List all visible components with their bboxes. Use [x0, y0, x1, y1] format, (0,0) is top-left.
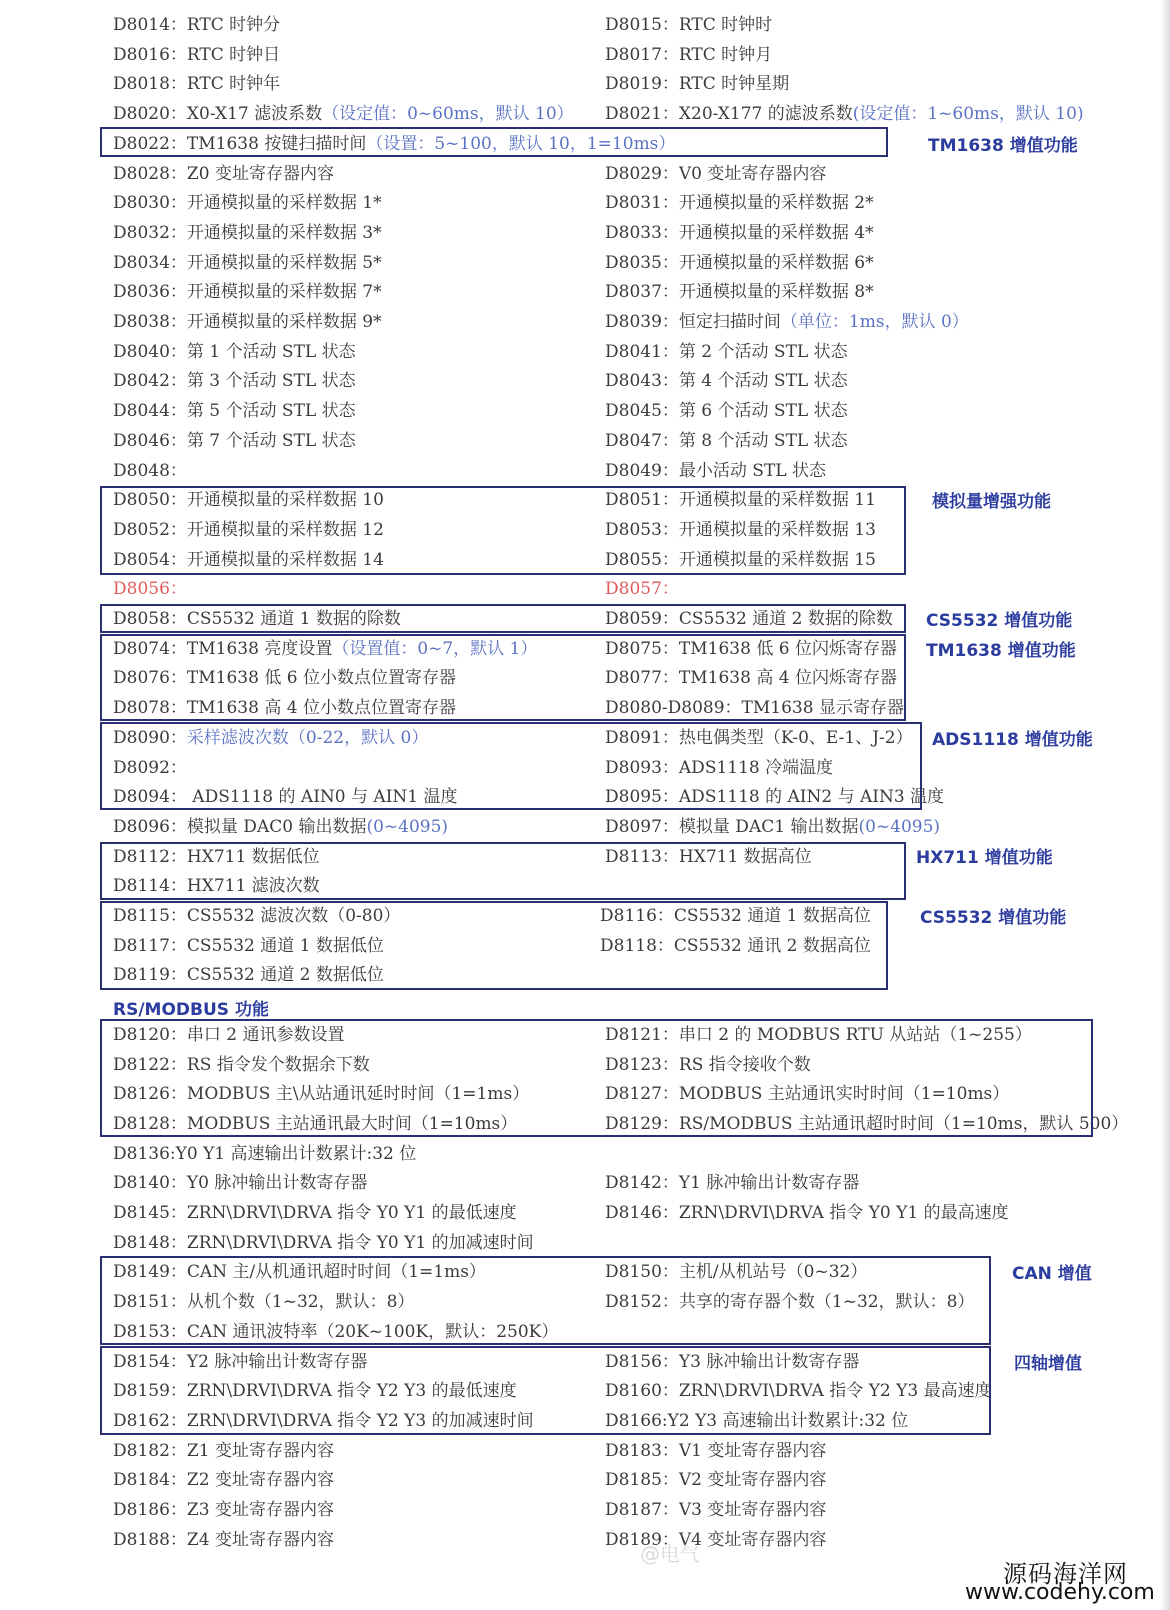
- register-address: D8162：: [113, 1411, 187, 1431]
- tag-tm1638-key: TM1638 增值功能: [928, 136, 1078, 156]
- register-address: D8183：: [605, 1441, 679, 1461]
- register-left-cell: [113, 69, 591, 99]
- register-address: D8117：: [113, 936, 187, 956]
- modbus-box: [100, 1019, 1093, 1137]
- register-address: D8076：: [113, 668, 187, 688]
- register-address: D8018：: [113, 74, 187, 94]
- register-address: D8036：: [113, 282, 187, 302]
- register-row: [0, 1436, 1170, 1466]
- register-description: 开通模拟量的采样数据 4*: [678, 223, 874, 243]
- register-address: D8115：: [113, 906, 187, 926]
- register-right-cell: [605, 248, 1125, 278]
- register-address: D8119：: [113, 965, 187, 985]
- register-description: ADS1118 的 AIN2 与 AIN3 温度: [678, 787, 945, 807]
- register-left-cell: [113, 159, 591, 189]
- register-address: D8121：: [605, 1025, 679, 1045]
- register-left-cell: [113, 188, 591, 218]
- register-address: D8123：: [605, 1055, 679, 1075]
- register-description: 模拟量 DAC1 输出数据: [678, 817, 859, 837]
- register-description: Y3 脉冲输出计数寄存器: [678, 1352, 860, 1372]
- register-description: 第 4 个活动 STL 状态: [678, 371, 848, 391]
- register-description: 第 7 个活动 STL 状态: [186, 431, 356, 451]
- register-address: D8129：: [605, 1114, 679, 1134]
- register-address: D8043：: [605, 371, 679, 391]
- register-description: CS5532 通道 1 数据低位: [186, 936, 384, 956]
- register-address: D8166:: [605, 1411, 668, 1431]
- register-left-cell: [113, 812, 591, 842]
- register-address: D8015：: [605, 15, 679, 35]
- register-address: D8189：: [605, 1530, 679, 1550]
- register-description: 开通模拟量的采样数据 14: [186, 550, 384, 570]
- register-note: （设置值：0~7，默认 1）: [332, 639, 538, 659]
- register-description: TM1638 高 4 位闪烁寄存器: [678, 668, 897, 688]
- register-description: ZRN\DRVI\DRVA 指令 Y0 Y1 的最高速度: [678, 1203, 1009, 1223]
- register-address: D8094：: [113, 787, 187, 807]
- register-address: D8019：: [605, 74, 679, 94]
- ads1118-box: [100, 722, 922, 810]
- register-right-cell: [605, 456, 1125, 486]
- register-right-cell: [605, 1436, 1125, 1466]
- register-description: CAN 通讯波特率（20K~100K，默认：250K）: [186, 1322, 559, 1342]
- register-row: [0, 307, 1170, 337]
- register-address: D8153：: [113, 1322, 187, 1342]
- register-row: [0, 456, 1170, 486]
- tag-ads1118: ADS1118 增值功能: [932, 730, 1093, 750]
- register-address: D8188：: [113, 1530, 187, 1550]
- register-address: D8187：: [605, 1500, 679, 1520]
- register-description: RS/MODBUS 主站通讯超时时间（1=10ms，默认 500）: [678, 1114, 1129, 1134]
- register-description: ZRN\DRVI\DRVA 指令 Y2 Y3 最高速度: [678, 1381, 992, 1401]
- register-address: D8075：: [605, 639, 679, 659]
- register-row: [0, 812, 1170, 842]
- register-left-cell: [113, 248, 591, 278]
- register-address: D8127：: [605, 1084, 679, 1104]
- register-address: D8095：: [605, 787, 679, 807]
- register-description: 第 5 个活动 STL 状态: [186, 401, 356, 421]
- register-address: D8037：: [605, 282, 679, 302]
- register-description: 串口 2 的 MODBUS RTU 从站站（1~255）: [678, 1025, 1032, 1045]
- register-description: CS5532 通道 1 数据的除数: [186, 609, 401, 629]
- register-description: TM1638 显示寄存器: [741, 698, 904, 718]
- register-description: RTC 时钟分: [186, 15, 281, 35]
- register-address: D8074：: [113, 639, 187, 659]
- register-right-cell: [605, 1198, 1125, 1228]
- register-description: RS 指令发个数据余下数: [186, 1055, 370, 1075]
- register-description: Y2 脉冲输出计数寄存器: [186, 1352, 368, 1372]
- tag-cs5532-filter: CS5532 增值功能: [920, 908, 1067, 928]
- four-axis-box: [100, 1346, 991, 1435]
- register-description: 开通模拟量的采样数据 2*: [678, 193, 874, 213]
- section-heading: RS/MODBUS 功能: [113, 1000, 269, 1020]
- register-address: D8050：: [113, 490, 187, 510]
- register-address: D8149：: [113, 1262, 187, 1282]
- register-address: D8051：: [605, 490, 679, 510]
- register-address: D8033：: [605, 223, 679, 243]
- register-address: D8022：: [113, 134, 187, 154]
- register-address: D8090：: [113, 728, 187, 748]
- watermark-site-url: www.codehy.com: [965, 1580, 1155, 1605]
- register-description: TM1638 高 4 位小数点位置寄存器: [186, 698, 456, 718]
- hx711-box: [100, 842, 906, 900]
- register-row: [0, 1168, 1170, 1198]
- register-address: D8146：: [605, 1203, 679, 1223]
- register-address: D8014：: [113, 15, 187, 35]
- register-description: 开通模拟量的采样数据 13: [678, 520, 876, 540]
- register-address: D8044：: [113, 401, 187, 421]
- register-description: MODBUS 主站通讯最大时间（1=10ms）: [186, 1114, 518, 1134]
- register-address: D8184：: [113, 1470, 187, 1490]
- register-address: D8097：: [605, 817, 679, 837]
- tag-can: CAN 增值: [1012, 1264, 1092, 1284]
- register-address: D8045：: [605, 401, 679, 421]
- register-address: D8038：: [113, 312, 187, 332]
- register-row: [0, 277, 1170, 307]
- register-address: D8151：: [113, 1292, 187, 1312]
- register-description: Z0 变址寄存器内容: [186, 164, 334, 184]
- register-row: [0, 159, 1170, 189]
- register-row: [0, 69, 1170, 99]
- register-description: 恒定扫描时间: [678, 312, 781, 332]
- register-description: X0-X17 滤波系数: [186, 104, 323, 124]
- register-right-cell: [605, 1168, 1125, 1198]
- tag-analog-enhance: 模拟量增强功能: [932, 492, 1051, 512]
- register-right-cell: [605, 1465, 1125, 1495]
- register-row: [0, 1228, 1170, 1258]
- register-address: D8057：: [605, 579, 679, 599]
- register-right-cell: [605, 159, 1125, 189]
- register-row: [0, 188, 1170, 218]
- register-row: [0, 1198, 1170, 1228]
- register-address: D8052：: [113, 520, 187, 540]
- register-address: D8048：: [113, 461, 187, 481]
- register-left-cell: [113, 1436, 591, 1466]
- register-address: D8059：: [605, 609, 679, 629]
- register-description: 最小活动 STL 状态: [678, 461, 826, 481]
- register-address: D8120：: [113, 1025, 187, 1045]
- register-right-cell: [605, 366, 1125, 396]
- register-description: 串口 2 通讯参数设置: [186, 1025, 345, 1045]
- register-left-cell: [113, 99, 591, 129]
- register-address: D8114：: [113, 876, 187, 896]
- register-address: D8186：: [113, 1500, 187, 1520]
- register-left-cell: [113, 1525, 591, 1555]
- register-right-cell: [605, 188, 1125, 218]
- register-address: D8035：: [605, 253, 679, 273]
- register-address: D8185：: [605, 1470, 679, 1490]
- register-note: (0~4095): [858, 817, 941, 837]
- analog-enhance-box: [100, 486, 906, 575]
- register-row: [0, 396, 1170, 426]
- register-description: 开通模拟量的采样数据 8*: [678, 282, 874, 302]
- register-address: D8136:: [113, 1144, 176, 1164]
- register-description: TM1638 按键扫描时间: [186, 134, 367, 154]
- register-description: 开通模拟量的采样数据 5*: [186, 253, 382, 273]
- register-address: D8078：: [113, 698, 187, 718]
- register-left-cell: [113, 1139, 591, 1169]
- register-description: 模拟量 DAC0 输出数据: [186, 817, 367, 837]
- register-address: D8080-D8089：: [605, 698, 742, 718]
- register-note: （单位：1ms，默认 0）: [780, 312, 969, 332]
- register-description: TM1638 亮度设置: [186, 639, 333, 659]
- register-address: D8152：: [605, 1292, 679, 1312]
- register-address: D8021：: [605, 104, 679, 124]
- register-description: 开通模拟量的采样数据 7*: [186, 282, 382, 302]
- tag-hx711: HX711 增值功能: [916, 848, 1053, 868]
- register-description: HX711 滤波次数: [186, 876, 320, 896]
- register-description: 开通模拟量的采样数据 3*: [186, 223, 382, 243]
- register-left-cell: [113, 1168, 591, 1198]
- register-address: D8113：: [605, 847, 679, 867]
- register-row: [0, 1465, 1170, 1495]
- register-address: D8142：: [605, 1173, 679, 1193]
- register-description: Z3 变址寄存器内容: [186, 1500, 334, 1520]
- register-description: 第 6 个活动 STL 状态: [678, 401, 848, 421]
- register-description: CS5532 滤波次数（0-80）: [186, 906, 401, 926]
- register-note: （设置：5~100，默认 10，1=10ms）: [366, 134, 676, 154]
- register-address: D8159：: [113, 1381, 187, 1401]
- tag-cs5532-divisor: CS5532 增值功能: [926, 611, 1073, 631]
- register-address: D8046：: [113, 431, 187, 451]
- register-description: RTC 时钟月: [678, 45, 773, 65]
- register-address: D8030：: [113, 193, 187, 213]
- register-description: ZRN\DRVI\DRVA 指令 Y2 Y3 的加减速时间: [186, 1411, 534, 1431]
- register-row: [0, 218, 1170, 248]
- register-description: CAN 主/从机通讯超时时间（1=1ms）: [186, 1262, 486, 1282]
- register-description: 开通模拟量的采样数据 12: [186, 520, 384, 540]
- register-left-cell: [113, 1495, 591, 1525]
- register-description: ADS1118 的 AIN0 与 AIN1 温度: [186, 787, 458, 807]
- register-address: D8128：: [113, 1114, 187, 1134]
- register-left-cell: [113, 396, 591, 426]
- register-row: [0, 337, 1170, 367]
- register-description: RTC 时钟时: [678, 15, 773, 35]
- register-right-cell: [605, 218, 1125, 248]
- register-address: D8040：: [113, 342, 187, 362]
- register-description: 热电偶类型（K-0、E-1、J-2）: [678, 728, 913, 748]
- register-right-cell: [605, 426, 1125, 456]
- register-description: RS 指令接收个数: [678, 1055, 811, 1075]
- can-box: [100, 1256, 991, 1345]
- register-right-cell: [605, 396, 1125, 426]
- register-description: RTC 时钟年: [186, 74, 281, 94]
- register-address: D8028：: [113, 164, 187, 184]
- register-description: 第 2 个活动 STL 状态: [678, 342, 848, 362]
- register-address: D8091：: [605, 728, 679, 748]
- register-note: (设定值：1~60ms，默认 10): [852, 104, 1084, 124]
- register-address: D8055：: [605, 550, 679, 570]
- register-description: CS5532 通道 2 数据低位: [186, 965, 384, 985]
- register-address: D8118：: [600, 936, 674, 956]
- register-description: Z2 变址寄存器内容: [186, 1470, 334, 1490]
- register-description: 开通模拟量的采样数据 6*: [678, 253, 874, 273]
- register-description: 第 1 个活动 STL 状态: [186, 342, 356, 362]
- register-row: [0, 99, 1170, 129]
- register-description: V0 变址寄存器内容: [678, 164, 827, 184]
- cs5532-filter-box: [100, 901, 888, 990]
- tag-four-axis: 四轴增值: [1014, 1354, 1082, 1374]
- register-note: (0~4095): [366, 817, 449, 837]
- register-address: D8056：: [113, 579, 187, 599]
- register-description: Y0 脉冲输出计数寄存器: [186, 1173, 368, 1193]
- register-right-cell: [605, 40, 1125, 70]
- register-address: D8029：: [605, 164, 679, 184]
- register-address: D8092：: [113, 758, 187, 778]
- register-description: X20-X177 的滤波系数: [678, 104, 853, 124]
- cs5532-divisor-box: [100, 604, 906, 633]
- register-right-cell: [605, 337, 1125, 367]
- register-description: Y2 Y3 高速输出计数累计:32 位: [667, 1411, 909, 1431]
- register-address: D8049：: [605, 461, 679, 481]
- register-right-cell: [605, 1495, 1125, 1525]
- register-description: MODBUS 主\从站通讯延时时间（1=1ms）: [186, 1084, 530, 1104]
- page-edge-shadow: [1160, 0, 1170, 1610]
- tm1638-display-box: [100, 634, 906, 721]
- register-row: [0, 40, 1170, 70]
- register-left-cell: [113, 574, 591, 604]
- register-address: D8140：: [113, 1173, 187, 1193]
- tm1638-key-box: [100, 127, 888, 157]
- register-left-cell: [113, 218, 591, 248]
- register-address: D8182：: [113, 1441, 187, 1461]
- register-right-cell: [605, 574, 1125, 604]
- register-address: D8047：: [605, 431, 679, 451]
- register-row: [0, 248, 1170, 278]
- register-address: D8148：: [113, 1233, 187, 1253]
- register-description: HX711 数据高位: [678, 847, 812, 867]
- register-note: 采样滤波次数（0-22，默认 0）: [186, 728, 429, 748]
- register-description: 第 8 个活动 STL 状态: [678, 431, 848, 451]
- faint-watermark: @电气: [640, 1542, 700, 1566]
- register-right-cell: [605, 277, 1125, 307]
- register-left-cell: [113, 337, 591, 367]
- register-address: D8053：: [605, 520, 679, 540]
- register-description: RTC 时钟日: [186, 45, 281, 65]
- register-description: CS5532 通道 2 数据的除数: [678, 609, 893, 629]
- register-address: D8154：: [113, 1352, 187, 1372]
- register-address: D8145：: [113, 1203, 187, 1223]
- register-description: TM1638 低 6 位小数点位置寄存器: [186, 668, 456, 688]
- register-right-cell: [605, 307, 1125, 337]
- register-address: D8017：: [605, 45, 679, 65]
- register-description: V4 变址寄存器内容: [678, 1530, 827, 1550]
- register-address: D8031：: [605, 193, 679, 213]
- register-row: [0, 366, 1170, 396]
- register-left-cell: [113, 1228, 591, 1258]
- register-address: D8058：: [113, 609, 187, 629]
- register-address: D8016：: [113, 45, 187, 65]
- register-description: Z4 变址寄存器内容: [186, 1530, 334, 1550]
- register-row: [0, 1525, 1170, 1555]
- register-description: 开通模拟量的采样数据 15: [678, 550, 876, 570]
- register-description: 开通模拟量的采样数据 9*: [186, 312, 382, 332]
- register-description: 主机/从机站号（0~32）: [678, 1262, 868, 1282]
- register-address: D8093：: [605, 758, 679, 778]
- register-description: RTC 时钟星期: [678, 74, 790, 94]
- register-left-cell: [113, 366, 591, 396]
- register-address: D8096：: [113, 817, 187, 837]
- register-description: 共享的寄存器个数（1~32，默认：8）: [678, 1292, 975, 1312]
- register-row: [0, 574, 1170, 604]
- register-address: D8116：: [600, 906, 674, 926]
- register-left-cell: [113, 1198, 591, 1228]
- register-note: （设定值：0~60ms，默认 10）: [322, 104, 574, 124]
- register-right-cell: [605, 69, 1125, 99]
- register-description: ADS1118 冷端温度: [678, 758, 834, 778]
- register-right-cell: [605, 99, 1125, 129]
- register-description: V2 变址寄存器内容: [678, 1470, 827, 1490]
- register-address: D8156：: [605, 1352, 679, 1372]
- register-right-cell: [605, 812, 1125, 842]
- register-description: 开通模拟量的采样数据 1*: [186, 193, 382, 213]
- register-address: D8042：: [113, 371, 187, 391]
- register-address: D8032：: [113, 223, 187, 243]
- register-address: D8112：: [113, 847, 187, 867]
- register-description: 开通模拟量的采样数据 11: [678, 490, 876, 510]
- register-description: ZRN\DRVI\DRVA 指令 Y0 Y1 的最低速度: [186, 1203, 517, 1223]
- watermark-site-name: 源码海洋网: [1003, 1560, 1128, 1588]
- register-address: D8160：: [605, 1381, 679, 1401]
- register-left-cell: [113, 10, 591, 40]
- register-description: CS5532 通道 1 数据高位: [673, 906, 871, 926]
- register-left-cell: [113, 40, 591, 70]
- register-address: D8126：: [113, 1084, 187, 1104]
- register-left-cell: [113, 277, 591, 307]
- register-address: D8077：: [605, 668, 679, 688]
- register-left-cell: [113, 456, 591, 486]
- register-address: D8150：: [605, 1262, 679, 1282]
- register-left-cell: [113, 426, 591, 456]
- register-address: D8034：: [113, 253, 187, 273]
- register-address: D8054：: [113, 550, 187, 570]
- register-description: 第 3 个活动 STL 状态: [186, 371, 356, 391]
- register-description: HX711 数据低位: [186, 847, 320, 867]
- register-row: [0, 426, 1170, 456]
- register-description: V1 变址寄存器内容: [678, 1441, 827, 1461]
- register-description: ZRN\DRVI\DRVA 指令 Y0 Y1 的加减速时间: [186, 1233, 534, 1253]
- register-description: Y0 Y1 高速输出计数累计:32 位: [175, 1144, 417, 1164]
- register-description: CS5532 通讯 2 数据高位: [673, 936, 871, 956]
- register-right-cell: [605, 10, 1125, 40]
- register-row: [0, 1495, 1170, 1525]
- register-description: V3 变址寄存器内容: [678, 1500, 827, 1520]
- register-description: Z1 变址寄存器内容: [186, 1441, 334, 1461]
- register-description: TM1638 低 6 位闪烁寄存器: [678, 639, 897, 659]
- register-left-cell: [113, 1465, 591, 1495]
- register-description: 从机个数（1~32，默认：8）: [186, 1292, 415, 1312]
- register-address: D8020：: [113, 104, 187, 124]
- register-address: D8041：: [605, 342, 679, 362]
- register-address: D8122：: [113, 1055, 187, 1075]
- register-row: [0, 10, 1170, 40]
- register-description: Y1 脉冲输出计数寄存器: [678, 1173, 860, 1193]
- register-description: MODBUS 主站通讯实时时间（1=10ms）: [678, 1084, 1010, 1104]
- tag-tm1638-display: TM1638 增值功能: [926, 641, 1076, 661]
- register-address: D8039：: [605, 312, 679, 332]
- register-left-cell: [113, 307, 591, 337]
- register-row: [0, 1139, 1170, 1169]
- register-description: ZRN\DRVI\DRVA 指令 Y2 Y3 的最低速度: [186, 1381, 517, 1401]
- register-description: 开通模拟量的采样数据 10: [186, 490, 384, 510]
